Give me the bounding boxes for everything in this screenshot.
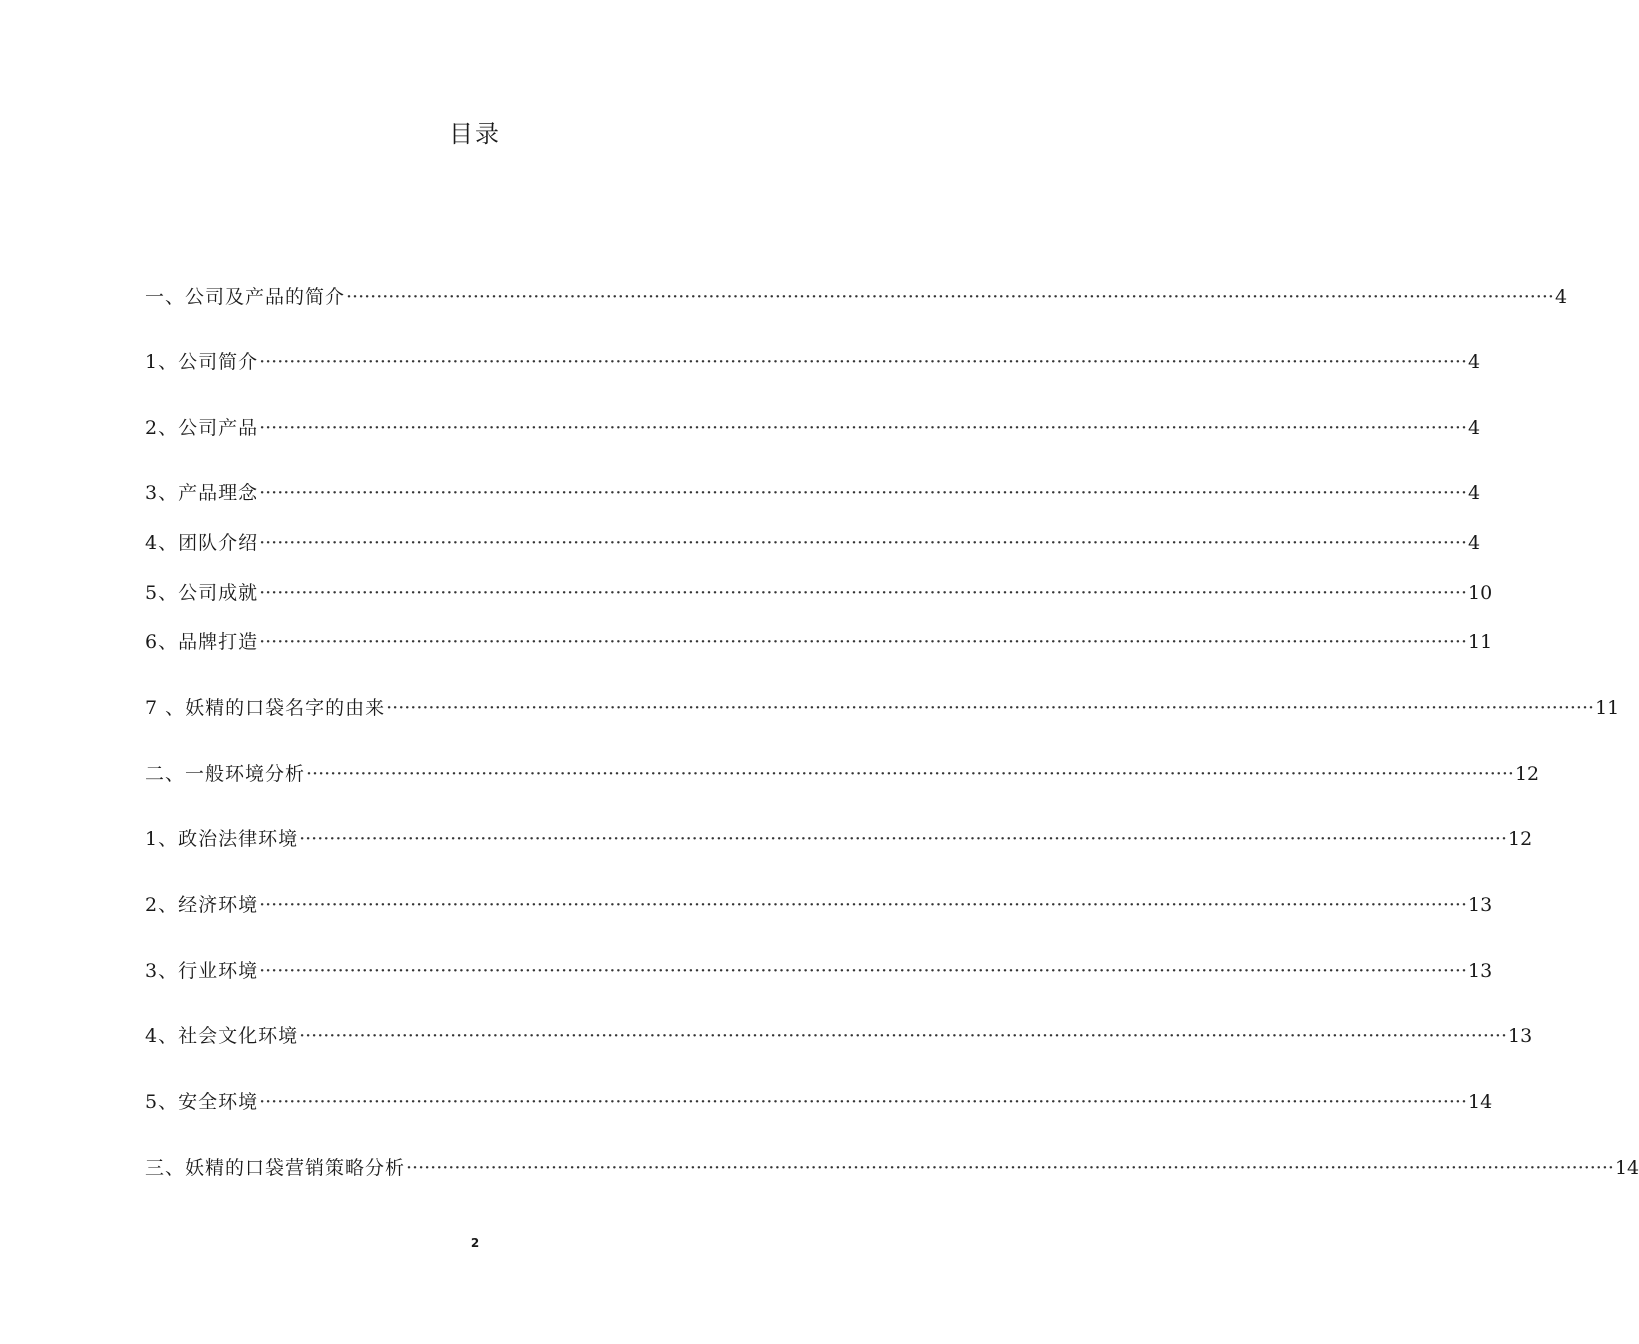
toc-entry[interactable]: [145, 761, 1540, 787]
toc-entry-page: 13: [1468, 960, 1493, 982]
toc-leader-dots: ········································································································································································································: [299, 828, 1508, 850]
toc-entry-page: 13: [1508, 1025, 1533, 1047]
toc-entry-label: 4、社会文化环境: [145, 1025, 299, 1047]
toc-entry-page: 13: [1468, 894, 1493, 916]
toc-entry-page: 11: [1468, 631, 1493, 653]
toc-entry-label: 3、行业环境: [145, 960, 259, 982]
page-title: 目录: [449, 120, 501, 148]
toc-entry[interactable]: [145, 892, 1493, 918]
toc-leader-dots: ········································································································································································································: [259, 894, 1468, 916]
toc-entry-label: 6、品牌打造: [145, 631, 259, 653]
toc-entry[interactable]: [145, 1023, 1533, 1049]
toc-leader-dots: ········································································································································································································: [259, 582, 1468, 604]
toc-entry-label: 2、经济环境: [145, 894, 259, 916]
toc-leader-dots: ········································································································································································································: [406, 1157, 1614, 1179]
toc-entry[interactable]: [145, 480, 1481, 506]
toc-entry-label: 2、公司产品: [145, 417, 259, 439]
toc-entry-label: 一、公司及产品的简介: [145, 286, 346, 308]
page-number: 2: [470, 1236, 480, 1250]
toc-leader-dots: ········································································································································································································: [299, 1025, 1508, 1047]
toc-entry-page: 11: [1595, 697, 1620, 719]
toc-leader-dots: ········································································································································································································: [259, 631, 1468, 653]
toc-entry-label: 1、公司简介: [145, 351, 259, 373]
toc-entry-page: 4: [1468, 351, 1481, 373]
toc-entry[interactable]: [145, 958, 1493, 984]
toc-leader-dots: ········································································································································································································: [346, 286, 1554, 308]
toc-entry-page: 10: [1468, 582, 1493, 604]
toc-entry-label: 7 、妖精的口袋名字的由来: [145, 697, 386, 719]
toc-entry-label: 3、产品理念: [145, 482, 259, 504]
toc-entry[interactable]: [145, 695, 1620, 721]
toc-entry[interactable]: [145, 580, 1493, 606]
toc-entry[interactable]: [145, 415, 1481, 441]
toc-entry[interactable]: [145, 1089, 1493, 1115]
toc-leader-dots: ········································································································································································································: [259, 351, 1468, 373]
toc-entry-label: 5、安全环境: [145, 1091, 259, 1113]
toc-leader-dots: ········································································································································································································: [259, 960, 1468, 982]
toc-entry-page: 4: [1468, 417, 1481, 439]
toc-entry-page: 4: [1554, 286, 1568, 308]
toc-entry-label: 1、政治法律环境: [145, 828, 299, 850]
toc-entry[interactable]: [145, 1155, 1639, 1181]
toc-entry-label: 5、公司成就: [145, 582, 259, 604]
toc-leader-dots: ········································································································································································································: [259, 1091, 1468, 1113]
toc-entry[interactable]: [145, 349, 1481, 375]
toc-entry-label: 三、妖精的口袋营销策略分析: [145, 1157, 406, 1179]
toc-entry-page: 4: [1468, 482, 1481, 504]
toc-leader-dots: ········································································································································································································: [306, 763, 1514, 785]
toc-entry-label: 4、团队介绍: [145, 532, 259, 554]
toc-entry-page: 12: [1514, 763, 1540, 785]
toc-leader-dots: ········································································································································································································: [259, 417, 1468, 439]
toc-entry-page: 4: [1468, 532, 1481, 554]
toc-entry-page: 12: [1508, 828, 1533, 850]
toc-entry[interactable]: [145, 284, 1568, 310]
toc-entry[interactable]: [145, 826, 1533, 852]
toc-leader-dots: ········································································································································································································: [386, 697, 1595, 719]
toc-entry[interactable]: [145, 629, 1493, 655]
toc-leader-dots: ········································································································································································································: [259, 532, 1468, 554]
toc-entry-label: 二、一般环境分析: [145, 763, 306, 785]
toc-leader-dots: ········································································································································································································: [259, 482, 1468, 504]
toc-entry[interactable]: [145, 530, 1481, 556]
toc-entry-page: 14: [1468, 1091, 1493, 1113]
toc-entry-page: 14: [1614, 1157, 1639, 1179]
